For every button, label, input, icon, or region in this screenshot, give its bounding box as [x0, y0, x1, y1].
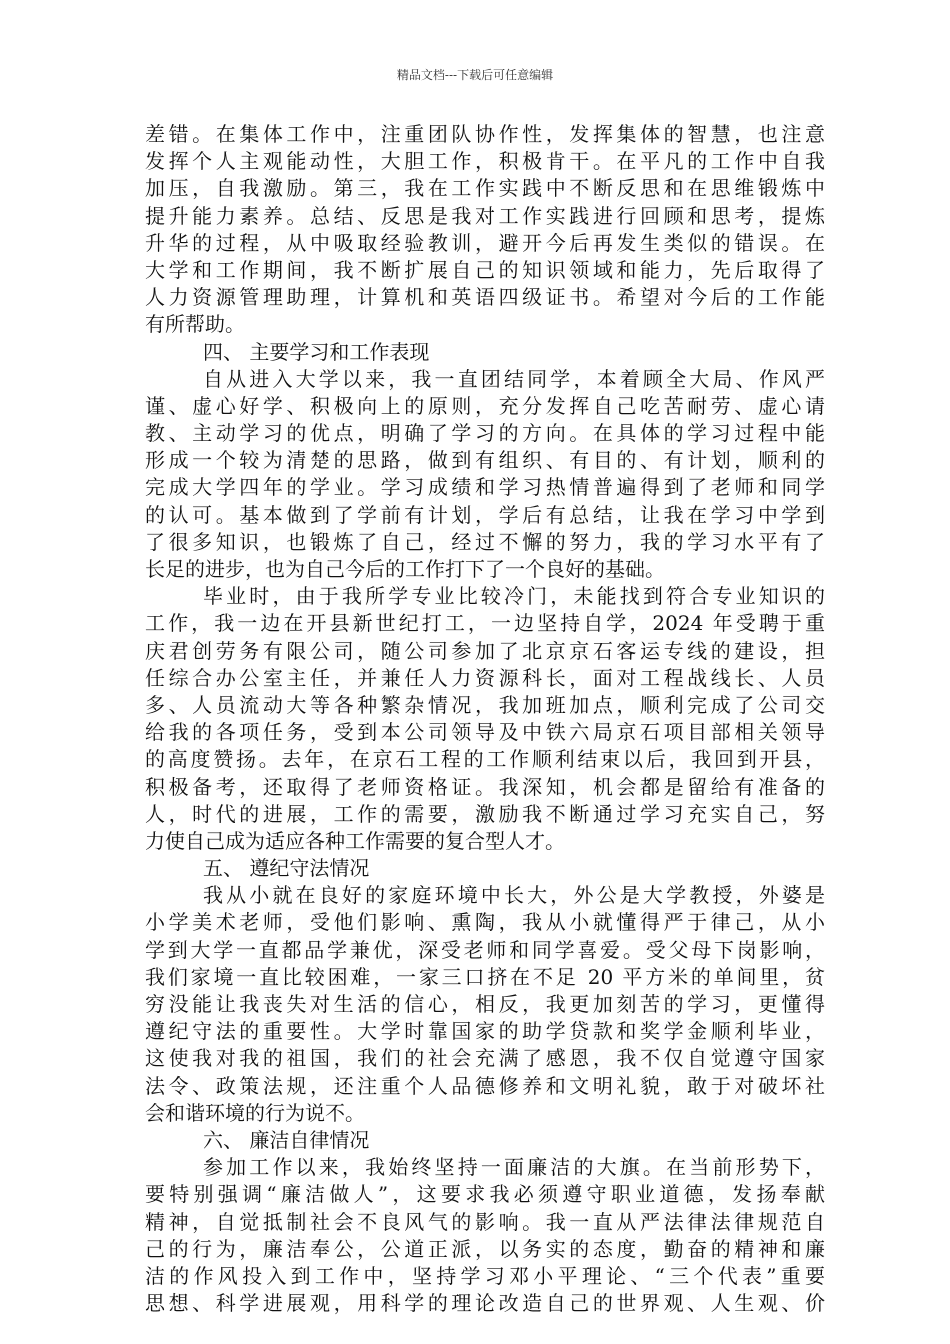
section-heading: 四、 主要学习和工作表现	[203, 339, 430, 364]
text-line: 小学美术老师，受他们影响、熏陶，我从小就懂得严于律己，从小	[145, 910, 825, 935]
text-line: 毕业时，由于我所学专业比较冷门，未能找到符合专业知识的	[203, 584, 825, 609]
text-line: 法令、政策法规，还注重个人品德修养和文明礼貌，敢于对破坏社	[145, 1073, 825, 1098]
text-line: 我从小就在良好的家庭环境中长大，外公是大学教授，外婆是	[203, 883, 825, 908]
text-line: 差错。在集体工作中，注重团队协作性，发挥集体的智慧，也注意	[145, 122, 825, 146]
text-line: 人力资源管理助理，计算机和英语四级证书。希望对今后的工作能	[145, 285, 825, 310]
text-line: 思想、科学进展观，用科学的理论改造自己的世界观、人生观、价	[145, 1291, 825, 1316]
text-line: 精神，自觉抵制社会不良风气的影响。我一直从严法律法律规范自	[145, 1209, 825, 1234]
text-line: 发挥个人主观能动性，大胆工作，积极肯干。在平凡的工作中自我	[145, 149, 825, 174]
text-line: 学到大学一直都品学兼优，深受老师和同学喜爱。受父母下岗影响，	[145, 937, 825, 962]
text-line: 会和谐环境的行为说不。	[145, 1100, 365, 1125]
text-line: 大学和工作期间，我不断扩展自己的知识领域和能力，先后取得了	[145, 257, 825, 282]
text-line: 这使我对我的祖国，我们的社会充满了感恩，我不仅自觉遵守国家	[145, 1046, 825, 1071]
text-line: 形成一个较为清楚的思路，做到有组织、有目的、有计划，顺利的	[145, 448, 825, 473]
text-line: 洁的作风投入到工作中，坚持学习邓小平理论、“三个代表”重要	[145, 1263, 825, 1288]
text-line: 给我的各项任务，受到本公司领导及中铁六局京石项目部相关领导	[145, 720, 825, 745]
text-line: 参加工作以来，我始终坚持一面廉洁的大旗。在当前形势下，	[203, 1155, 825, 1180]
text-line: 加压，自我激励。第三，我在工作实践中不断反思和在思维锻炼中	[145, 176, 825, 201]
text-line: 的高度赞扬。去年，在京石工程的工作顺利结束以后，我回到开县，	[145, 747, 825, 772]
text-line: 人，时代的进展，工作的需要，激励我不断通过学习充实自己，努	[145, 801, 825, 826]
text-line: 提升能力素养。总结、反思是我对工作实践进行回顾和思考，提炼	[145, 203, 825, 228]
text-line: 多、人员流动大等各种繁杂情况，我加班加点，顺利完成了公司交	[145, 692, 825, 717]
text-line: 教、主动学习的优点，明确了学习的方向。在具体的学习过程中能	[145, 421, 825, 446]
text-line: 庆君创劳务有限公司，随公司参加了北京京石客运专线的建设，担	[145, 638, 825, 663]
text-line: 己的行为，廉洁奉公，公道正派，以务实的态度，勤奋的精神和廉	[145, 1236, 825, 1261]
text-line: 任综合办公室主任，并兼任人力资源科长，面对工程战线长、人员	[145, 665, 825, 690]
text-line: 长足的进步，也为自己今后的工作打下了一个良好的基础。	[145, 557, 665, 581]
text-line: 积极备考，还取得了老师资格证。我深知，机会都是留给有准备的	[145, 774, 825, 799]
section-heading: 六、 廉洁自律情况	[203, 1127, 370, 1152]
text-line: 要特别强调“廉洁做人”，这要求我必须遵守职业道德，发扬奉献	[145, 1182, 825, 1207]
text-line: 升华的过程，从中吸取经验教训，避开今后再发生类似的错误。在	[145, 230, 825, 255]
text-line: 我们家境一直比较困难，一家三口挤在不足 20 平方米的单间里，贫	[145, 964, 825, 989]
text-line: 了很多知识，也锻炼了自己，经过不懈的努力，我的学习水平有了	[145, 529, 825, 554]
text-line: 力使自己成为适应各种工作需要的复合型人才。	[145, 828, 565, 853]
text-line: 完成大学四年的学业。学习成绩和学习热情普遍得到了老师和同学	[145, 475, 825, 500]
text-line: 自从进入大学以来，我一直团结同学，本着顾全大局、作风严	[203, 366, 825, 391]
text-line: 工作，我一边在开县新世纪打工，一边坚持自学，2024 年受聘于重	[145, 611, 825, 636]
text-line: 的认可。基本做到了学前有计划，学后有总结，让我在学习中学到	[145, 502, 825, 527]
text-line: 遵纪守法的重要性。大学时靠国家的助学贷款和奖学金顺利毕业，	[145, 1019, 825, 1044]
text-line: 有所帮助。	[145, 312, 245, 337]
text-line: 谨、虚心好学、积极向上的原则，充分发挥自己吃苦耐劳、虚心请	[145, 393, 825, 418]
page-header: 精品文档---下载后可任意编辑	[396, 68, 554, 82]
section-heading: 五、 遵纪守法情况	[203, 856, 370, 881]
document-body	[145, 121, 825, 1317]
text-line: 穷没能让我丧失对生活的信心，相反，我更加刻苦的学习，更懂得	[145, 992, 825, 1016]
